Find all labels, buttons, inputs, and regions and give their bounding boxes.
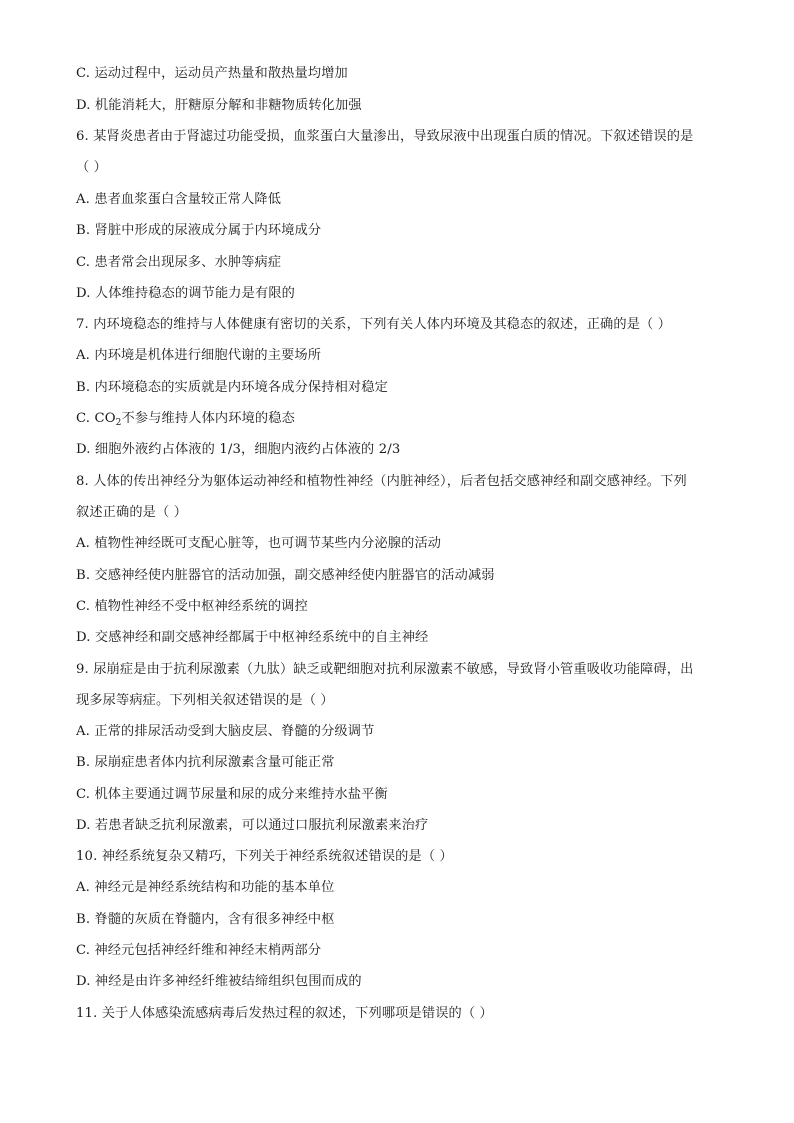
option-7a: A. 内环境是机体进行细胞代谢的主要场所 (76, 348, 322, 363)
option-9b: B. 尿崩症患者体内抗利尿激素含量可能正常 (76, 755, 335, 770)
option-7d: D. 细胞外液约占体液的 1/3，细胞内液约占体液的 2/3 (76, 442, 401, 457)
option-9c: C. 机体主要通过调节尿量和尿的成分来维持水盐平衡 (76, 787, 388, 802)
question-10-stem: 10. 神经系统复杂又精巧，下列关于神经系统叙述错误的是（ ） (76, 849, 453, 864)
option-7c (76, 409, 728, 433)
question-9-stem-line2: 现多尿等病症。下列相关叙述错误的是（ ） (76, 693, 334, 708)
option-6d: D. 人体维持稳态的调节能力是有限的 (76, 286, 295, 301)
option-8c: C. 植物性神经不受中枢神经系统的调控 (76, 599, 308, 614)
question-6-stem: 6. 某肾炎患者由于肾滤过功能受损，血浆蛋白大量渗出，导致尿液中出现蛋白质的情况。下叙述错误的是 (76, 129, 694, 144)
option-8b: B. 交感神经使内脏器官的活动加强，副交感神经使内脏器官的活动减弱 (76, 568, 495, 583)
option-5c: C. 运动过程中，运动员产热量和散热量均增加 (76, 66, 348, 81)
option-8d: D. 交感神经和副交感神经都属于中枢神经系统中的自主神经 (76, 630, 429, 645)
option-10a: A. 神经元是神经系统结构和功能的基本单位 (76, 880, 335, 895)
option-10c: C. 神经元包括神经纤维和神经末梢两部分 (76, 943, 322, 958)
question-6-blank: （ ） (76, 160, 108, 175)
option-8a: A. 植物性神经既可支配心脏等，也可调节某些内分泌腺的活动 (76, 536, 442, 551)
question-11-stem: 11. 关于人体感染流感病毒后发热过程的叙述，下列哪项是错误的（ ） (76, 1006, 493, 1021)
option-6a: A. 患者血浆蛋白含量较正常人降低 (76, 192, 282, 207)
question-8-stem-line1: 8. 人体的传出神经分为躯体运动神经和植物性神经（内脏神经），后者包括交感神经和副交感神经。下列 (76, 474, 687, 489)
option-5d: D. 机能消耗大，肝糖原分解和非糖物质转化加强 (76, 98, 362, 113)
option-6b: B. 肾脏中形成的尿液成分属于内环境成分 (76, 223, 322, 238)
question-8-stem-line2: 叙述正确的是（ ） (76, 505, 188, 520)
option-7c-prefix: C. CO (76, 411, 116, 426)
option-7c-rest: 不参与维持人体内环境的稳态 (121, 411, 295, 426)
question-7-stem: 7. 内环境稳态的维持与人体健康有密切的关系，下列有关人体内环境及其稳态的叙述，正确的是（ ） (76, 317, 672, 332)
option-10d: D. 神经是由许多神经纤维被结缔组织包围而成的 (76, 974, 362, 989)
co2-subscript: 2 (115, 418, 122, 428)
option-9d: D. 若患者缺乏抗利尿激素，可以通过口服抗利尿激素来治疗 (76, 818, 429, 833)
option-6c: C. 患者常会出现尿多、水肿等病症 (76, 255, 282, 270)
question-9-stem-line1: 9. 尿崩症是由于抗利尿激素（九肽）缺乏或靶细胞对抗利尿激素不敏感，导致肾小管重吸收功能障碍，出 (76, 662, 694, 677)
option-10b: B. 脊髓的灰质在脊髓内，含有很多神经中枢 (76, 912, 335, 927)
option-9a: A. 正常的排尿活动受到大脑皮层、脊髓的分级调节 (76, 724, 375, 739)
option-7b: B. 内环境稳态的实质就是内环境各成分保持相对稳定 (76, 380, 388, 395)
